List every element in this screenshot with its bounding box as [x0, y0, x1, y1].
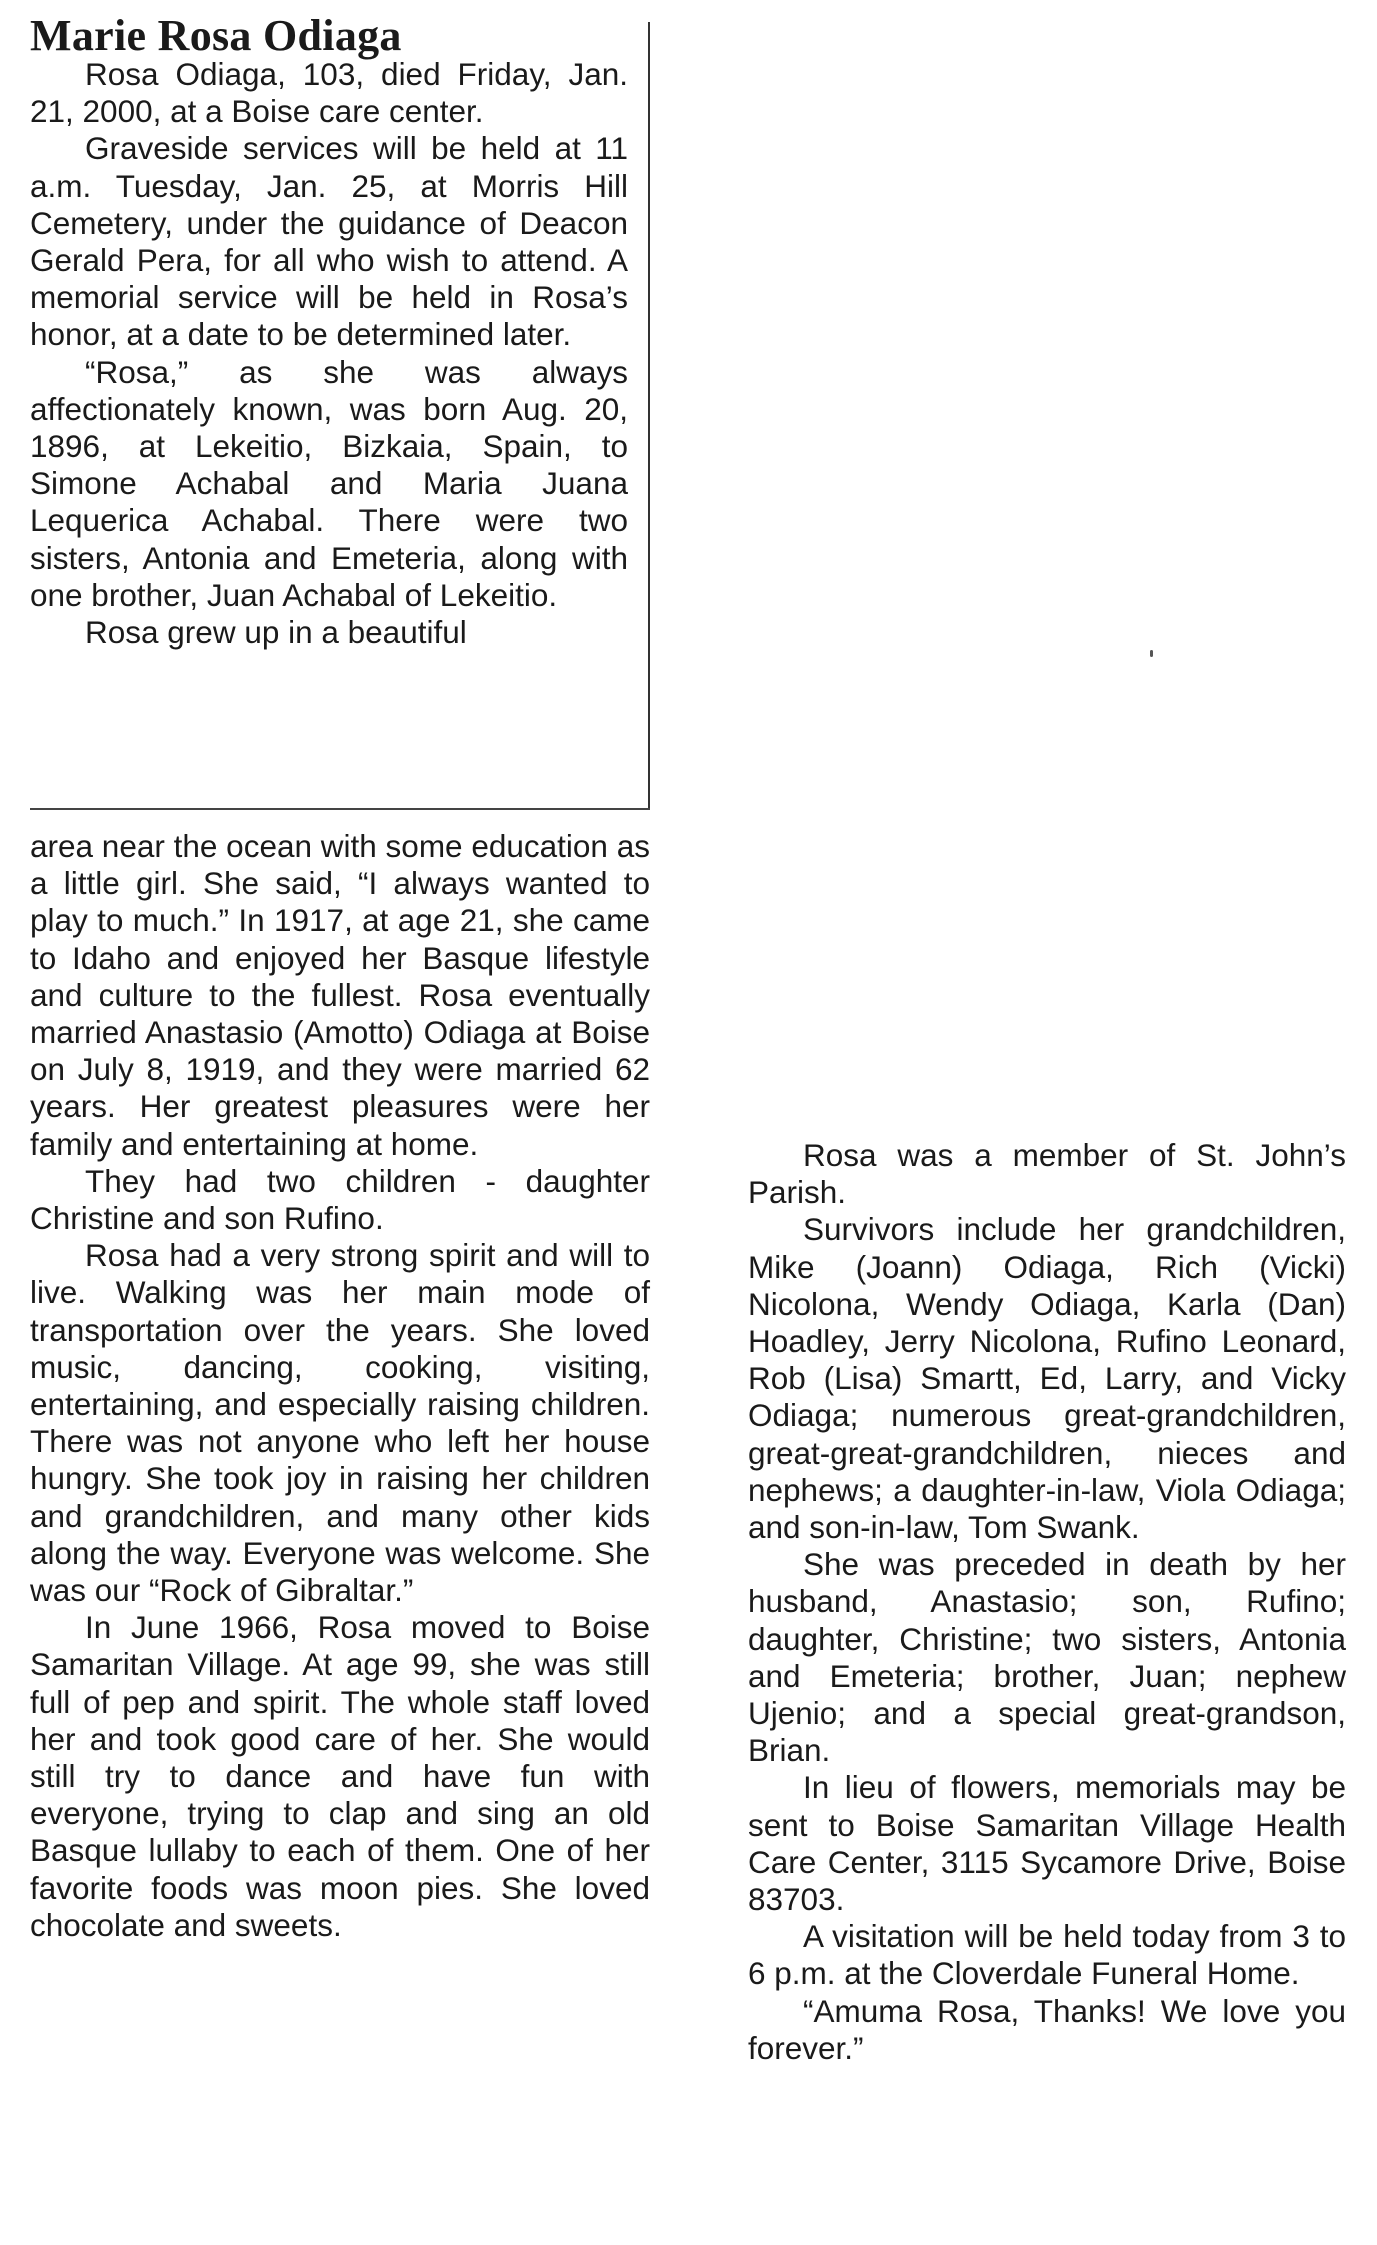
paragraph-youth-continued: area near the ocean with some education as a little girl. She said, “I always wanted to play to much.” In 1917, at age 21, she came to Idaho and enjoyed her Basque lifestyle and culture to the fullest. Rosa eventually married Anastasio (Amotto) Odiaga at Boise on July 8, 1919, and they were married 62 years. Her greatest pleasures were her family and entertaining at home. [30, 828, 650, 1162]
obituary-column-3 [748, 1137, 1346, 2067]
column-border-horizontal [30, 808, 650, 810]
paragraph-death-notice: Rosa Odiaga, 103, died Friday, Jan. 21, 2000, at a Boise care center. [30, 56, 628, 130]
paragraph-visitation: A visitation will be held today from 3 to 6 p.m. at the Cloverdale Funeral Home. [748, 1918, 1346, 1992]
obituary-column-2 [30, 828, 650, 1944]
paragraph-youth-start: Rosa grew up in a beautiful [85, 614, 467, 651]
obituary-headline: Marie Rosa Odiaga [30, 11, 402, 60]
paragraph-preceded: She was preceded in death by her husband, Anastasio; son, Rufino; daughter, Christine; two sisters, Antonia and Emeteria; brother, Juan; nephew Ujenio; and a special great-grandson, Brian. [748, 1546, 1346, 1769]
paragraph-survivors: Survivors include her grandchildren, Mike (Joann) Odiaga, Rich (Vicki) Nicolona, Wendy Odiaga, Karla (Dan) Hoadley, Jerry Nicolona, Rufino Leonard, Rob (Lisa) Smartt, Ed, Larry, and Vicky Odiaga; numerous great-grandchildren, great-great-grandchildren, nieces and nephews; a daughter-in-law, Viola Odiaga; and son-in-law, Tom Swank. [748, 1211, 1346, 1546]
paragraph-birth: “Rosa,” as she was always affectionately known, was born Aug. 20, 1896, at Lekeitio, Bizkaia, Spain, to Simone Achabal and Maria Juana Lequerica Achabal. There were two sisters, Antonia and Emeteria, along with one brother, Juan Achabal of Lekeitio. [30, 353, 628, 613]
paragraph-parish: Rosa was a member of St. John’s Parish. [748, 1137, 1346, 1211]
scan-speck [1150, 650, 1153, 657]
paragraph-spirit: Rosa had a very strong spirit and will to live. Walking was her main mode of transportation over the years. She loved music, dancing, cooking, visiting, entertaining, and especially raising children. There was not anyone who left her house hungry. She took joy in raising her children and grandchildren, and many other kids along the way. Everyone was welcome. She was our “Rock of Gibraltar.” [30, 1237, 650, 1609]
paragraph-memorials: In lieu of flowers, memorials may be sent to Boise Samaritan Village Health Care Center, 3115 Sycamore Drive, Boise 83703. [748, 1769, 1346, 1918]
paragraph-samaritan-village: In June 1966, Rosa moved to Boise Samaritan Village. At age 99, she was still full of pep and spirit. The whole staff loved her and took good care of her. She would still try to dance and have fun with everyone, trying to clap and sing an old Basque lullaby to each of them. One of her favorite foods was moon pies. She loved chocolate and sweets. [30, 1609, 650, 1943]
paragraph-services: Graveside services will be held at 11 a.m. Tuesday, Jan. 25, at Morris Hill Cemetery, under the guidance of Deacon Gerald Pera, for all who wish to attend. A memorial service will be held in Rosa’s honor, at a date to be determined later. [30, 130, 628, 353]
column-border-vertical [648, 22, 650, 810]
paragraph-children: They had two children - daughter Christine and son Rufino. [30, 1162, 650, 1237]
obituary-column-1 [30, 56, 628, 651]
paragraph-farewell: “Amuma Rosa, Thanks! We love you forever.” [748, 1992, 1346, 2066]
